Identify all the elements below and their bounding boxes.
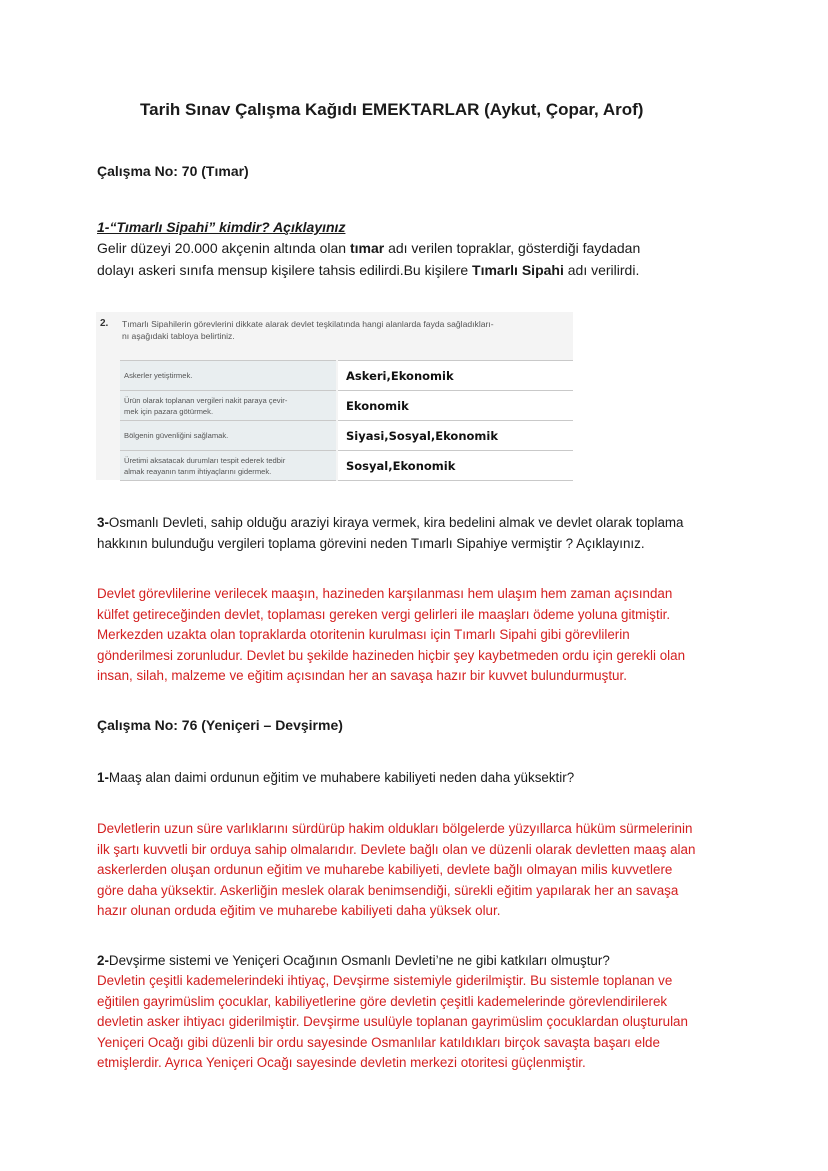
answer-line: göre daha yüksektir. Askerliğin meslek olarak benimsendiği, sürekli eğitim yapılarak her an savaşa <box>97 882 679 898</box>
q1-answer-line-1 <box>97 238 640 259</box>
answer-line: eğitilen gayrimüslim çocuklar, kabiliyetlerine göre devletin çeşitli kademelerinde görevlendirilerek <box>97 993 668 1009</box>
task-line: Askerler yetiştirmek. <box>124 371 193 380</box>
q3-text: Osmanlı Devleti, sahip olduğu araziyi kiraya vermek, kira bedelini almak ve devlet olarak toplama <box>108 515 684 530</box>
task-line: almak reayanın tarım ihtiyaçlarını gidermek. <box>124 466 272 476</box>
q3-question-line-2: hakkının bulunduğu vergileri toplama görevini neden Tımarlı Sipahiye vermiştir ? Açıklayınız. <box>97 536 645 551</box>
answer-line: hazır olunan orduda eğitim ve muharebe kabiliyeti daha yüksek olur. <box>97 903 501 918</box>
table-row <box>120 421 573 451</box>
q1-bold-term: tımar <box>349 240 385 256</box>
s76-q1-number: 1- <box>97 770 109 785</box>
section-70-heading: Çalışma No: 70 (Tımar) <box>97 163 249 179</box>
q1-question-text: 1-“Tımarlı Sipahi” kimdir? Açıklayınız <box>97 219 346 235</box>
q1-question <box>97 217 345 238</box>
answer-line: Yeniçeri Ocağı gibi düzenli bir ordu sayesinde Osmanlılar katıldıkları birçok savaşta başarı elde <box>97 1034 660 1050</box>
image-question-text <box>122 318 494 342</box>
task-line: Üretimi aksatacak durumları tespit ederek tedbir <box>124 455 286 465</box>
answer-line: insan, silah, malzeme ve eğitim açısından her an savaşa hazır bir kuvvet bulundurmuştur. <box>97 668 627 683</box>
answer-line: devletin asker ihtiyacı giderilmiştir. Devşirme usulüyle toplanan gayrimüslim çocuklardan oluşturulan <box>97 1014 688 1029</box>
table-cell-task <box>120 391 337 421</box>
answer-line: Devlet görevlilerine verilecek maaşın, hazineden karşılanması hem ulaşım hem zaman açısından <box>97 586 673 601</box>
answer-line: Devletin çeşitli kademelerindeki ihtiyaç, Devşirme sistemiyle giderilmiştir. Bu sistemle toplanan ve <box>97 973 673 988</box>
q3-question-line-1 <box>97 512 684 533</box>
table-cell-answer: Siyasi,Sosyal,Ekonomik <box>337 421 573 451</box>
image-answer-table <box>120 360 573 481</box>
answer-line: askerlerden oluşan ordunun eğitim ve muharebe kabiliyeti, devlete bağlı olmayan milis kuvvetlere <box>97 862 673 877</box>
table-row <box>120 361 573 391</box>
table-cell-answer: Askeri,Ekonomik <box>337 361 573 391</box>
image-question-line: nı aşağıdaki tabloya belirtiniz. <box>122 331 235 341</box>
s76-q1-question <box>97 767 574 788</box>
q3-answer <box>97 584 685 687</box>
table-cell-task <box>120 451 337 481</box>
q1-bold-term: Tımarlı Sipahi <box>472 262 564 278</box>
section-76-heading: Çalışma No: 76 (Yeniçeri – Devşirme) <box>97 717 343 733</box>
table-cell-answer: Sosyal,Ekonomik <box>337 451 573 481</box>
q1-text: Gelir düzeyi 20.000 akçenin altında olan <box>97 240 350 256</box>
task-line: Ürün olarak toplanan vergileri nakit paraya çevir- <box>124 395 288 405</box>
image-question-number: 2. <box>100 318 109 329</box>
s76-q2-question <box>97 950 610 971</box>
page-title: Tarih Sınav Çalışma Kağıdı EMEKTARLAR (Aykut, Çopar, Arof) <box>140 100 644 119</box>
textbook-question-image <box>96 312 573 480</box>
answer-line: külfet getireceğinden devlet, toplaması gereken vergi gelirleri ile maaşları ödeme yoluna gitmiştir. <box>97 606 671 622</box>
answer-line: etmişlerdir. Ayrıca Yeniçeri Ocağı sayesinde devletin merkezi otoritesi güçlenmiştir. <box>97 1055 586 1070</box>
task-line: Bölgenin güvenliğini sağlamak. <box>124 431 229 440</box>
table-row <box>120 451 573 481</box>
answer-line: Merkezden uzakta olan topraklarda otoritenin kurulması için Tımarlı Sipahi gibi görevlilerin <box>97 627 630 642</box>
q1-text: adı verilirdi. <box>563 262 640 278</box>
s76-q2-number: 2- <box>97 953 109 968</box>
answer-line: gönderilmesi zorunludur. Devlet bu şekilde hazineden hiçbir şey kaybetmeden ordu için gerekli olan <box>97 647 686 663</box>
q1-text: adı verilen topraklar, gösterdiği faydadan <box>384 240 641 256</box>
s76-q1-text: Maaş alan daimi ordunun eğitim ve muhabere kabiliyeti neden daha yüksektir? <box>108 770 575 785</box>
answer-line: Devletlerin uzun süre varlıklarını sürdürüp hakim oldukları bölgelerde yüzyıllarca hüküm sürmelerinin <box>97 821 693 836</box>
image-question-line: Tımarlı Sipahilerin görevlerini dikkate alarak devlet teşkilatında hangi alanlarda fayda sağladıkları- <box>122 319 494 329</box>
table-row <box>120 391 573 421</box>
q1-answer-line-2 <box>97 260 639 281</box>
q1-text: dolayı askeri sınıfa mensup kişilere tahsis edilirdi.Bu kişilere <box>97 262 473 278</box>
s76-q2-answer <box>97 971 688 1074</box>
s76-q2-text: Devşirme sistemi ve Yeniçeri Ocağının Osmanlı Devleti’ne ne gibi katkıları olmuştur? <box>108 953 610 968</box>
q3-number: 3- <box>97 515 109 530</box>
table-cell-task <box>120 421 337 451</box>
task-line: mek için pazara götürmek. <box>124 406 214 416</box>
s76-q1-answer <box>97 819 695 922</box>
answer-line: ilk şartı kuvvetli bir orduya sahip olmalarıdır. Devlete bağlı olan ve düzenli olarak devletten maaş alan <box>97 841 696 857</box>
table-cell-task <box>120 361 337 391</box>
table-cell-answer: Ekonomik <box>337 391 573 421</box>
